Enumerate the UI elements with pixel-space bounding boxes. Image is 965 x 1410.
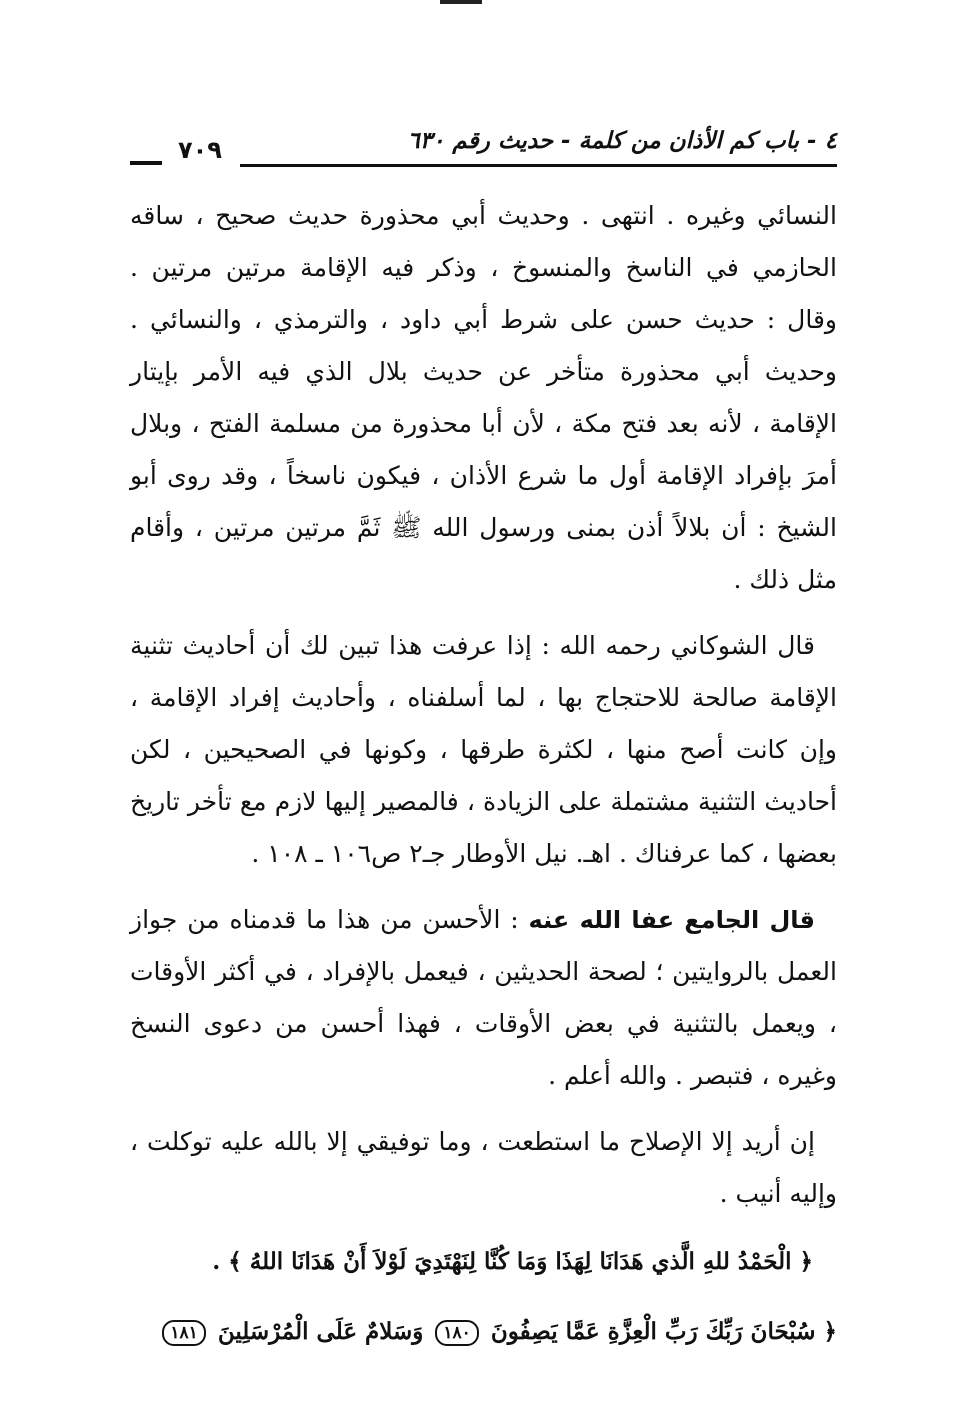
- jami-statement-lead: قال الجامع عفا الله عنه: [528, 906, 816, 934]
- top-edge-mark: [440, 0, 482, 4]
- paragraph-4: إن أريد إلا الإصلاح ما استطعت ، وما توفيقي إلا بالله عليه توكلت ، وإليه أنيب .: [130, 1127, 837, 1208]
- paragraph-3-body: : الأحسن من هذا ما قدمناه من جواز العمل بالروايتين ؛ لصحة الحديثين ، فيعمل بالإفراد ، في أكثر الأوقات ، ويعمل بالتثنية في بعض الأوقات ، فهذا أحسن من دعوى النسخ وغيره ، فتبصر . والله أعلم .: [130, 905, 837, 1090]
- verse-2-part-1: ﴿ سُبْحَانَ رَبِّكَ رَبِّ الْعِزَّةِ عَمَّا يَصِفُونَ: [490, 1318, 837, 1345]
- running-title: ٤ - باب كم الأذان من كلمة - حديث رقم ٦٣٠: [407, 128, 837, 154]
- paragraph-1: النسائي وغيره . انتهى . وحديث أبي محذورة حديث صحيح ، ساقه الحازمي في الناسخ والمنسوخ ، وذكر فيه الإقامة مرتين مرتين . وقال : حديث حسن على شرط أبي داود ، والترمذي ، والنسائي . وحديث أبي محذورة متأخر عن حديث بلال الذي فيه الأمر بإيتار الإقامة ، لأنه بعد فتح مكة ، لأن أبا محذورة من مسلمة الفتح ، وبلال أمرَ بإفراد الإقامة أول ما شرع الأذان ، فيكون ناسخاً ، وقد روى أبو الشيخ : أن بلالاً أذن بمنى ورسول الله ﷺ ثَمَّ مرتين مرتين ، وأقام مثل ذلك .: [130, 201, 837, 594]
- paragraph-2: قال الشوكاني رحمه الله : إذا عرفت هذا تبين لك أن أحاديث تثنية الإقامة صالحة للاحتجاج بها ، لما أسلفناه ، وأحاديث إفراد الإقامة ، وإن كانت أصح منها ، لكثرة طرقها ، وكونها في الصحيحين ، لكن أحاديث التثنية مشتملة على الزيادة ، فالمصير إليها لازم مع تأخر تاريخ بعضها ، كما عرفناك . اهـ. نيل الأوطار جـ٢ ص١٠٦ ـ ١٠٨ .: [130, 631, 837, 868]
- page-body: [130, 190, 837, 1374]
- page-number-dash: [130, 161, 162, 165]
- quran-verse-1: ﴿ الْحَمْدُ للهِ الَّذي هَدَانَا لِهَذَا وَمَا كُنَّا لِنَهْتَدِيَ لَوْلاَ أَنْ هَدَانَا اللهُ ﴾ .: [212, 1248, 813, 1275]
- verse-number-181: ١٨١: [162, 1320, 205, 1346]
- paragraph-3: [130, 894, 837, 1102]
- verse-number-180: ١٨٠: [435, 1320, 478, 1346]
- header-rule: [240, 164, 837, 167]
- page-header: [130, 128, 837, 178]
- page-number: ٧٠٩: [178, 136, 222, 164]
- verse-2-part-2: وَسَلامٌ عَلَى الْمُرْسَلِينَ: [217, 1318, 424, 1345]
- quran-verse-2: [130, 1304, 837, 1360]
